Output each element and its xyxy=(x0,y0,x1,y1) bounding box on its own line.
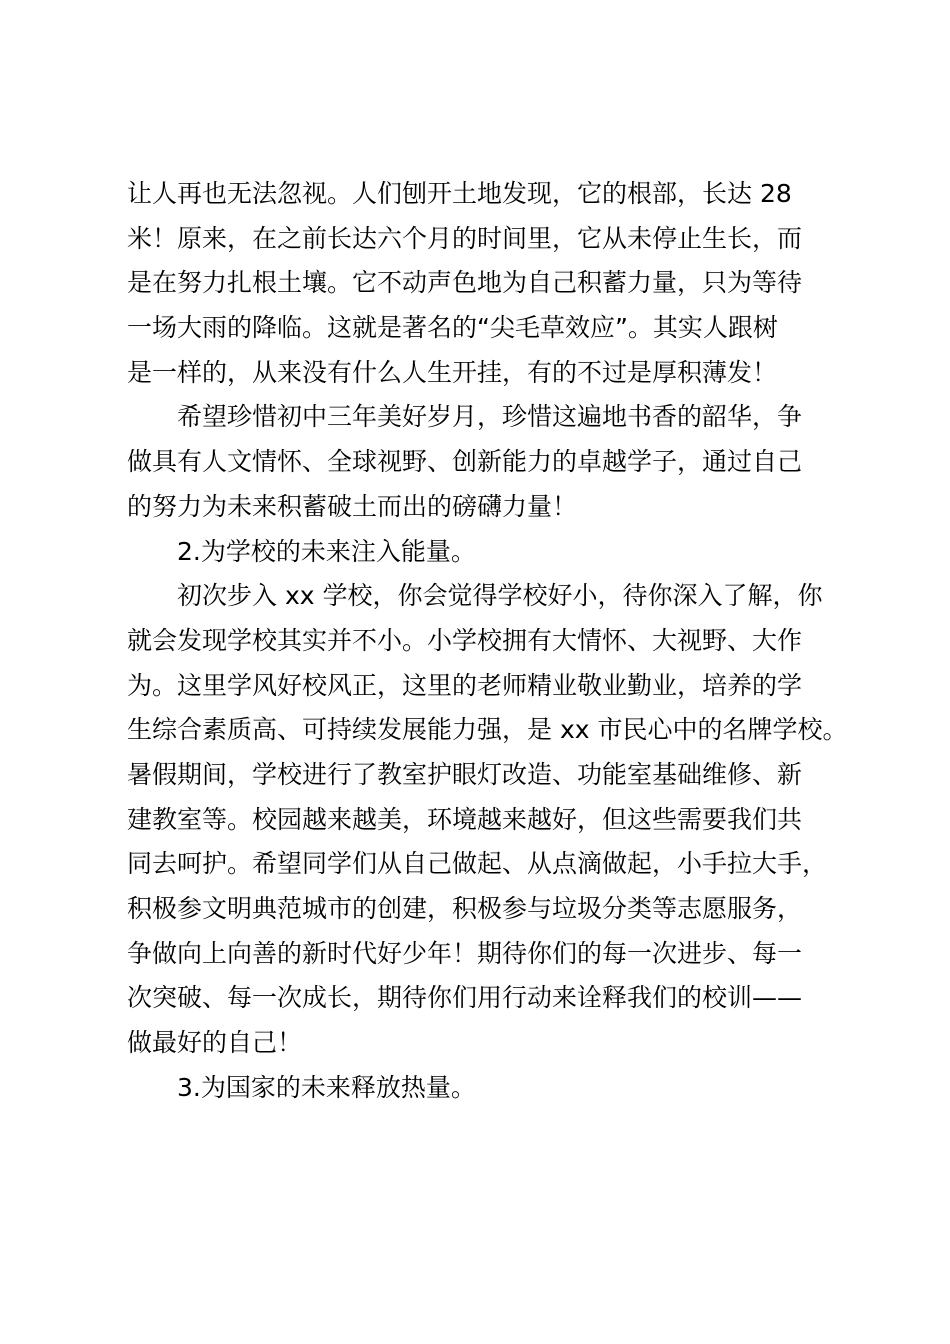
text-line: 3.为国家的未来释放热量。 xyxy=(177,1072,476,1102)
text-line: 的努力为未来积蓄破土而出的磅礴力量！ xyxy=(127,491,578,521)
text-line: 生综合素质高、可持续发展能力强，是 xx 市民心中的名牌学校。 xyxy=(127,715,848,745)
text-line: 做具有人文情怀、全球视野、创新能力的卓越学子，通过自己 xyxy=(127,447,803,477)
text-line: 一场大雨的降临。这就是著名的“尖毛草效应”。其实人跟树 xyxy=(127,313,778,343)
text-line: 次突破、每一次成长，期待你们用行动来诠释我们的校训—— xyxy=(127,983,803,1013)
text-line: 米！原来，在之前长达六个月的时间里，它从未停止生长，而 xyxy=(127,223,803,253)
text-line: 是一样的，从来没有什么人生开挂，有的不过是厚积薄发！ xyxy=(127,357,778,387)
text-line: 就会发现学校其实并不小。小学校拥有大情怀、大视野、大作 xyxy=(127,625,803,655)
section-heading-nation xyxy=(127,1066,847,1111)
text-line: 建教室等。校园越来越美，环境越来越好，但这些需要我们共 xyxy=(127,804,803,834)
text-line: 是在努力扎根土壤。它不动声色地为自己积蓄力量，只为等待 xyxy=(127,268,803,298)
document-body xyxy=(127,172,847,1110)
paragraph-school-intro xyxy=(127,574,847,1066)
text-line: 2.为学校的未来注入能量。 xyxy=(177,536,476,566)
text-line: 做最好的自己！ xyxy=(127,1028,303,1058)
text-line: 为。这里学风好校风正，这里的老师精业敬业勤业，培养的学 xyxy=(127,670,803,700)
paragraph-cherish-years xyxy=(127,395,847,529)
section-heading-school xyxy=(127,530,847,575)
text-line: 让人再也无法忽视。人们刨开土地发现，它的根部，长达 28 xyxy=(127,179,792,208)
text-line: 同去呵护。希望同学们从自己做起、从点滴做起，小手拉大手， xyxy=(127,849,828,879)
text-line: 希望珍惜初中三年美好岁月，珍惜这遍地书香的韶华，争 xyxy=(177,402,803,432)
text-line: 积极参文明典范城市的创建，积极参与垃圾分类等志愿服务， xyxy=(127,894,803,923)
text-line: 暑假期间，学校进行了教室护眼灯改造、功能室基础维修、新 xyxy=(127,759,803,789)
text-line: 初次步入 xx 学校，你会觉得学校好小，待你深入了解，你 xyxy=(177,581,823,611)
paragraph-grass-effect xyxy=(127,172,847,395)
text-line: 争做向上向善的新时代好少年！期待你们的每一次进步、每一 xyxy=(127,938,803,968)
